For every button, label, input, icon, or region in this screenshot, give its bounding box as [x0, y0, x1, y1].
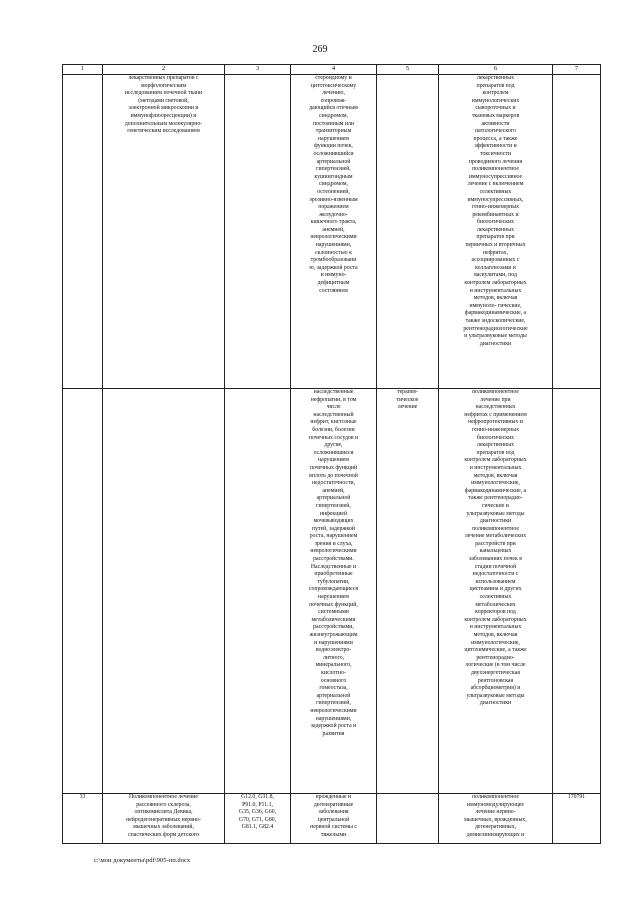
cell-procedure: [103, 389, 225, 794]
cell-number: [63, 389, 103, 794]
column-number: 1: [63, 65, 103, 75]
column-number: 7: [553, 65, 601, 75]
table-row: [63, 389, 601, 794]
cell-treatment-type: [377, 75, 439, 389]
cell-patient-model: стероидному и цитотоксическому лечению, сопровож- дающийся отечным синдромом, постоянным или транзиторным нарушением функции почек, осложнившийся артериальной гипертензией, кушингоидным синдромом, остеопенией, эрозивно-язвенным поражением желудочно- кишечного тракта, анемией, неврологическими нарушениями, склонностью к тромбообразовани ю, задержкой роста и иммуно- дефицитным состоянием: [291, 75, 377, 389]
cell-cost: [553, 389, 601, 794]
cell-treatment-method: лекарственных препаратов под контролем иммунологических сывороточных и тканевых маркеров активности патологического процесса, а также эффективности и токсичности проводимого лечения поликомпонентное иммуносупрессивное лечение с включением селективных иммуносупрессивных, генно-инженерных рекомбинантных и биологических лекарственных препаратов при первичных и вторичных нефритах, ассоциированных с коллагенозами и васкулитами, под контролем лабораторных и инструментальных методов, включая иммуноло- гические, фармакодинамические, а также эндоскопические, рентгенорадиологические и ультразвуковые методы диагностики: [439, 75, 553, 389]
cell-patient-model: наследственные нефропатии, в том числе наследственный нефрит, кистозные болезни, болезни почечных сосудов и другие, осложнившиеся нарушением почечных функций вплоть до почечной недостаточности, анемией, артериальной гипертензией, инфекцией мочевыводящих путей, задержкой роста, нарушением зрения и слуха, неврологическими расстройствами. Наследственные и приобретенные тубулопатии, сопровождающиеся нарушением почечных функций, системными метаболическими расстройствами, жизнеугрожающим и нарушениями водноэлектро- литного, минерального, кислотно- основного гомеостаза, артериальной гипертензией, неврологическими нарушениями, задержкой роста и развития: [291, 389, 377, 794]
table-row: [63, 75, 601, 389]
page-number: 269: [312, 44, 328, 55]
cell-icd-codes: [225, 75, 291, 389]
table-row: [63, 794, 601, 844]
cell-icd-codes: G12.0, G31.8, P91.0, P11.1, G35, G36, G60, G70, G71, G80, G81.1, G82.4: [225, 794, 291, 844]
cell-number: 33: [63, 794, 103, 844]
column-number: 4: [291, 65, 377, 75]
column-number: 5: [377, 65, 439, 75]
cell-cost: [553, 75, 601, 389]
file-path-footer: c:\мои документы\pdf\905-пп.docx: [94, 857, 191, 864]
column-number: 3: [225, 65, 291, 75]
cell-patient-model: врожденные и дегенеративные заболевания центральной нервной системы с тяжелыми: [291, 794, 377, 844]
column-number: 2: [103, 65, 225, 75]
cell-treatment-type: [377, 794, 439, 844]
cell-number: [63, 75, 103, 389]
cell-treatment-type: терапев- тическое лечение: [377, 389, 439, 794]
cell-procedure: Поликомпонентное лечение рассеянного склероза, оптикомиелита Девика, нейродегенеративных нервно- мышечных заболеваний, спастических форм детского: [103, 794, 225, 844]
procedures-table: [62, 64, 601, 844]
cell-icd-codes: [225, 389, 291, 794]
cell-cost: 170791: [553, 794, 601, 844]
cell-treatment-method: поликомпонентное иммуномодулирующее лечение нервно- мышечных, врожденных, дегенеративных, демиелинизирующих и: [439, 794, 553, 844]
column-numbers-row: [63, 65, 601, 75]
column-number: 6: [439, 65, 553, 75]
cell-procedure: лекарственных препаратов с морфологическим исследованием почечной ткани (методами световой, электронной микроскопии и иммунофлюоресценции) и дополнительным молекулярно- генетическим исследованием: [103, 75, 225, 389]
cell-treatment-method: поликомпонентное лечение при наследственных нефритах с применением нефропротективных и генно-инженерных биологических лекарственных препаратов под контролем лабораторных и инструментальных методов, включая иммунологические, фармакодинамические, а также рентгенорадио- гические и ультразвуковые методы диагностики поликомпонентное лечение метаболических расстройств при канальцевых заболеваниях почек в стадии почечной недостаточности с использованием цистеамина и других селективных метаболических корректоров под контролем лабораторных и инструментальных методов, включая иммунологические, цитохимические, а также рентгенорадио- логические (в том числе двухэнергетическая рентгеновская абсорбциометрия) и ультразвуковые методы диагностики: [439, 389, 553, 794]
